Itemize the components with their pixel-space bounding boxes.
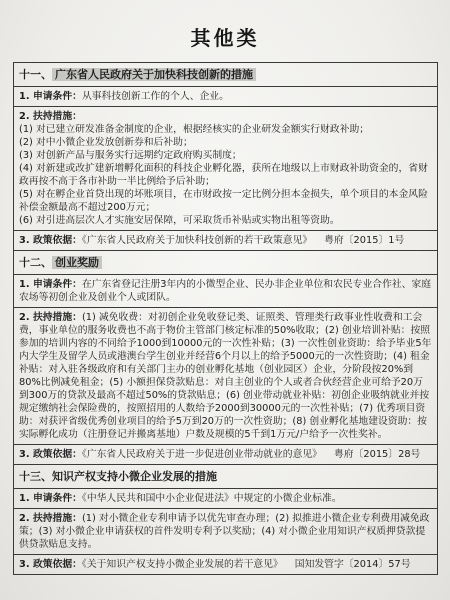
conditions-row <box>14 275 437 308</box>
measures-item: (5) 对在孵企业首贷出现的坏账项目，在市财政按一定比例分担本金损失，单个项目的本金风险补偿金额最高不超过200万元； <box>19 189 428 213</box>
section-number: 十三、 <box>19 470 52 483</box>
basis-row <box>14 555 437 574</box>
section-heading: 知识产权支持小微企业发展的措施 <box>52 470 217 483</box>
measures-label: 2. 扶持措施： <box>19 513 82 524</box>
measures-item: (2) 对中小微企业发放创新券和后补助； <box>19 137 193 148</box>
measures-text: (1) 减免收费：对初创企业免收登记类、证照类、管理类行政事业性收费和工会费，事业单位的服务收费也不高于物价主管部门核定标准的50%收取；(2) 创业培训补贴：按照参加的培训内容的不同给予1000到10000元的一次性补贴；(3) 一次性创业资助：给予毕业5年内大学生及留学人员或港澳台学生创业并经营6个月以上的给予5000元的一次性资助；(4) 租金补贴：对入驻各级政府和有关部门主办的创业孵化基地（创业园区）企业，分阶段按20%到80%比例减免租金；(5) 小额担保贷款贴息：对自主创业的个人或者合伙经营企业可给予20万到300万的贷款及最高不超过50%的贷款贴息；(6) 创业带动就业补贴：初创企业吸纳就业并按规定缴纳社会保险费的，按照招用的人数给予2000到30000元的一次性补贴；(7) 优秀项目资助：对获评省级优秀创业项目的给予5万到20万的一次性资助；(8) 创业孵化基地建设资助：按实际孵化成功（注册登记并搬离基地）户数及规模的5千到1万元/户给予一次性奖补。 <box>19 312 432 440</box>
measures-label: 2. 扶持措施： <box>19 111 82 122</box>
conditions-text: 从事科技创新工作的个人、企业。 <box>81 91 229 102</box>
measures-row <box>14 107 437 231</box>
basis-number: 粤府〔2015〕1号 <box>324 235 405 246</box>
measures-item: (6) 对引进高层次人才实施安居保障，可采取货币补贴或实物出租等资助。 <box>19 215 340 226</box>
conditions-text: 《中华人民共和国中小企业促进法》中规定的小微企业标准。 <box>81 493 342 504</box>
page-title: 其他类 <box>190 26 260 50</box>
measures-label: 2. 扶持措施： <box>19 312 82 323</box>
section-heading: 创业奖励 <box>52 256 102 269</box>
measures-row <box>14 308 437 445</box>
conditions-text: 在广东省登记注册3年内的小微型企业、民办非企业单位和农民专业合作社、家庭农场等初创企业及创业个人或团队。 <box>19 279 432 303</box>
measures-item: (4) 对新建或改扩建新增孵化面积的科技企业孵化器，获所在地级以上市财政补助资金的，省财政再按不高于各市补助一半比例给予后补助； <box>19 163 428 187</box>
policy-table <box>13 62 438 575</box>
basis-row <box>14 445 437 465</box>
measures-item: (1) 对已建立研发准备金制度的企业，根据经核实的企业研发金额实行财政补助； <box>19 124 370 135</box>
measures-item: (3) 对创新产品与服务实行远期约定政府购买制度； <box>19 150 242 161</box>
measures-row <box>14 509 437 555</box>
conditions-label: 1. 申请条件： <box>19 493 82 504</box>
section-header-11 <box>14 63 437 87</box>
section-number: 十二、 <box>19 256 52 269</box>
basis-row <box>14 231 437 251</box>
basis-number: 粤府〔2015〕28号 <box>333 449 421 460</box>
section-heading: 广东省人民政府关于加快科技创新的措施 <box>52 68 256 81</box>
basis-number: 国知发管字〔2014〕57号 <box>294 559 411 570</box>
conditions-row <box>14 489 437 509</box>
basis-document: 《广东省人民政府关于进一步促进创业带动就业的意见》 <box>81 449 322 460</box>
measures-text: (1) 对小微企业专利申请予以优先审查办理；(2) 拟推进小微企业专利费用减免政策；(3) 对小微企业申请获权的首件发明专利予以奖励；(4) 对小微企业用知识产权质押贷款提供贷款贴息支持。 <box>19 513 430 550</box>
basis-label: 3. 政策依据： <box>19 449 82 460</box>
section-number: 十一、 <box>19 68 52 81</box>
conditions-label: 1. 申请条件： <box>19 91 82 102</box>
basis-document: 《关于知识产权支持小微企业发展的若干意见》 <box>81 559 283 570</box>
section-header-13 <box>14 465 437 489</box>
basis-label: 3. 政策依据： <box>19 235 82 246</box>
conditions-row <box>14 87 437 107</box>
basis-label: 3. 政策依据： <box>19 559 82 570</box>
conditions-label: 1. 申请条件： <box>19 279 82 290</box>
basis-document: 《广东省人民政府关于加快科技创新的若干政策意见》 <box>81 235 313 246</box>
section-header-12 <box>14 251 437 275</box>
